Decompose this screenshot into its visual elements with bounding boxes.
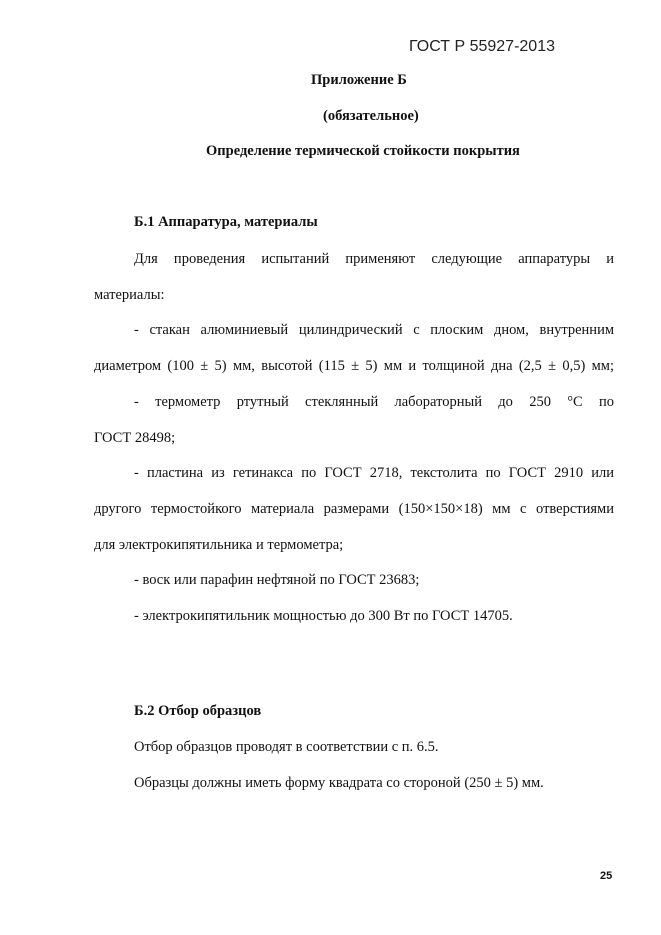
list-item-1-line-1: - стакан алюминиевый цилиндрический с плоским дном, внутренним — [134, 322, 614, 338]
appendix-status: (обязательное) — [323, 108, 419, 124]
section-2-heading: Б.2 Отбор образцов — [134, 703, 262, 719]
section-1-heading: Б.1 Аппаратура, материалы — [134, 214, 318, 230]
list-item-3-line-3: для электрокипятильника и термометра; — [94, 537, 344, 553]
section-1-intro-line-1: Для проведения испытаний применяют следующие аппаратуры и — [134, 251, 614, 267]
list-item-3-line-2: другого термостойкого материала размерами (150×150×18) мм с отверстиями — [94, 501, 614, 517]
appendix-title: Приложение Б — [311, 72, 407, 88]
document-standard-number: ГОСТ Р 55927-2013 — [409, 38, 555, 55]
list-item-4: - воск или парафин нефтяной по ГОСТ 23683; — [134, 572, 420, 588]
list-item-2-line-1: - термометр ртутный стеклянный лабораторный до 250 °С по — [134, 394, 614, 410]
section-2-paragraph-2: Образцы должны иметь форму квадрата со стороной (250 ± 5) мм. — [134, 775, 544, 791]
list-item-1-line-2: диаметром (100 ± 5) мм, высотой (115 ± 5) мм и толщиной дна (2,5 ± 0,5) мм; — [94, 358, 614, 374]
page-number: 25 — [600, 870, 613, 882]
appendix-subject: Определение термической стойкости покрытия — [206, 143, 520, 159]
list-item-5: - электрокипятильник мощностью до 300 Вт по ГОСТ 14705. — [134, 608, 513, 624]
list-item-2-line-2: ГОСТ 28498; — [94, 430, 176, 446]
section-2-paragraph-1: Отбор образцов проводят в соответствии с п. 6.5. — [134, 739, 439, 755]
section-1-intro-line-2: материалы: — [94, 287, 165, 303]
list-item-3-line-1: - пластина из гетинакса по ГОСТ 2718, текстолита по ГОСТ 2910 или — [134, 465, 614, 481]
